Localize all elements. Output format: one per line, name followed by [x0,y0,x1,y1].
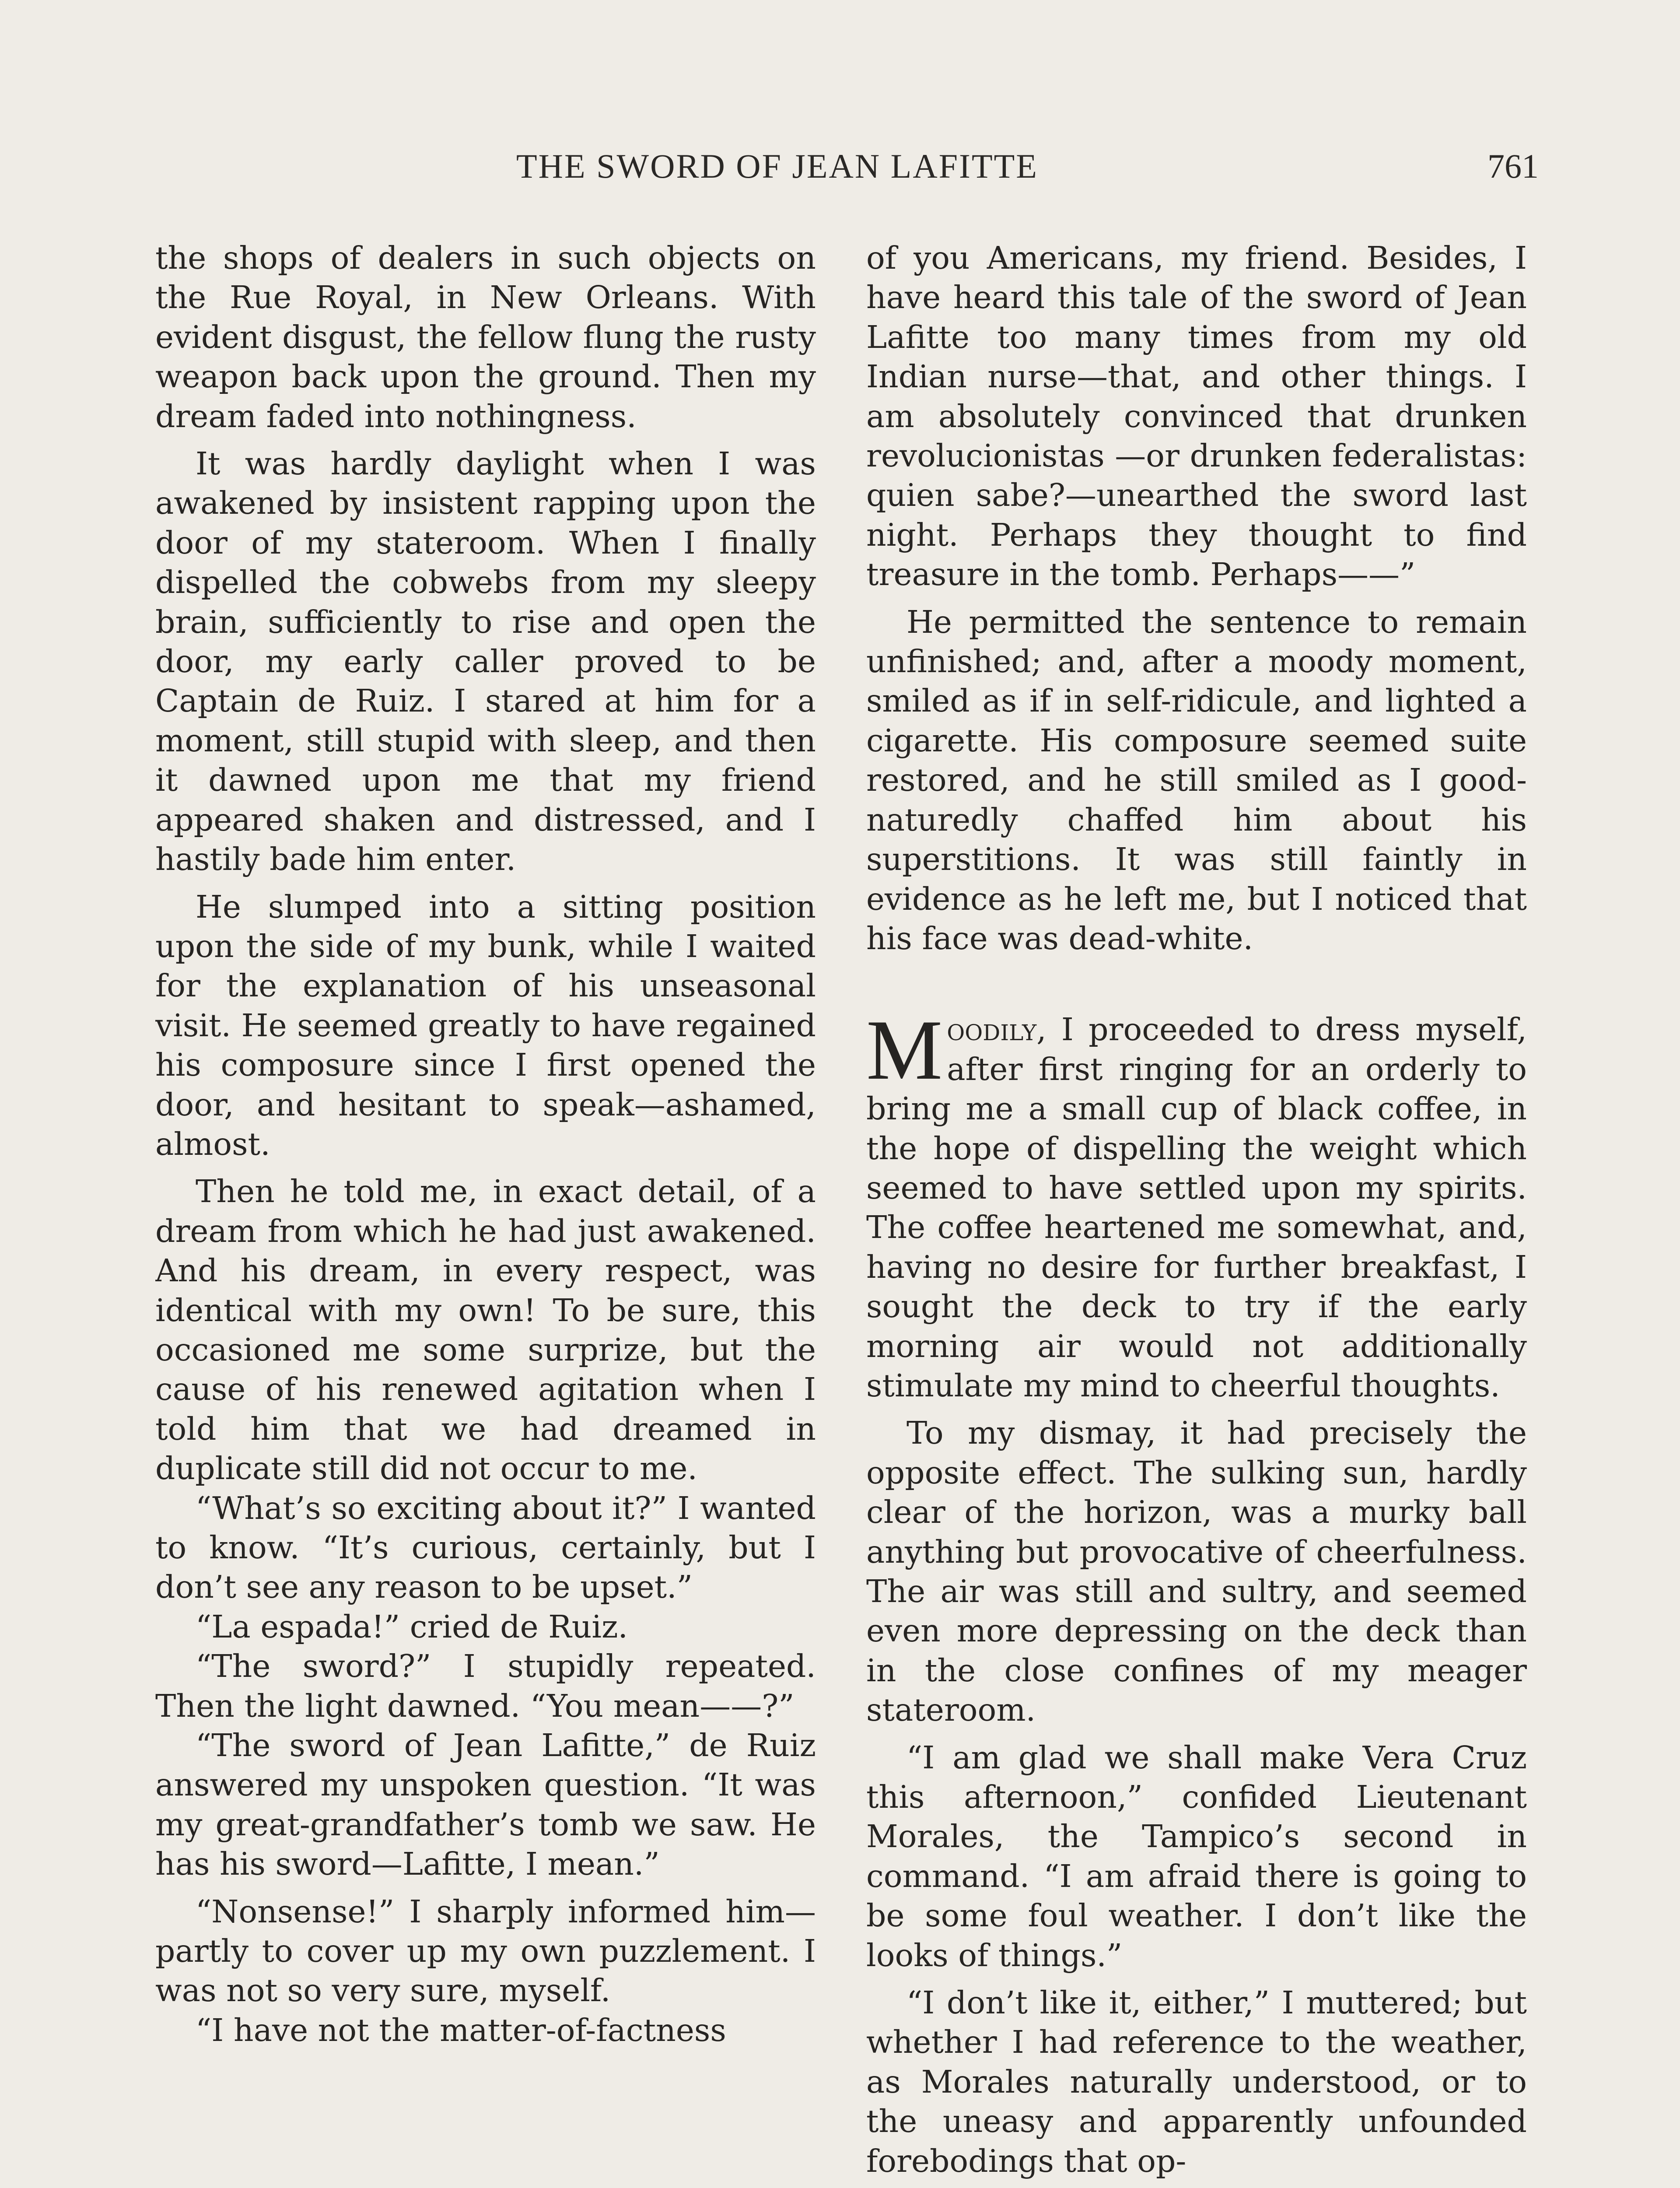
left-paragraph-6: “La espada!” cried de Ruiz. [196,1608,628,1645]
left-paragraph-2: It was hardly daylight when I was awakened by insistent rapping upon the door of my stateroom. When I finally dispelled the cobwebs from my sleepy brain, sufficiently to rise and open the door, my early caller proved to be Captain de Ruiz. I stared at him for a moment, still stupid with sleep, and then it dawned upon me that my friend appeared shaken and distressed, and I hastily bade him enter. [155,445,816,878]
section-opening-text: , I proceeded to dress myself, after first ringing for an orderly to bring me a small cup of black coffee, in the hope of dispelling the weight which seemed to have settled upon my spirits. The coffee heartened me somewhat, and, having no desire for further breakfast, I sought the deck to try if the early morning air would not additionally stimulate my mind to cheerful thoughts. [866,1011,1527,1404]
left-paragraph-9: “Nonsense!” I sharply informed him—partly to cover up my own puzzlement. I was not so very sure, myself. [155,1893,816,2009]
right-paragraph-2: He permitted the sentence to remain unfinished; and, after a moody moment, smiled as if in self-ridicule, and lighted a cigarette. His composure seemed suite restored, and he still smiled as I good-naturedly chaffed him about his superstitions. It was still faintly in evidence as he left me, but I noticed that his face was dead-white. [866,603,1527,957]
right-paragraph-4: To my dismay, it had precisely the opposite effect. The sulking sun, hardly clear of the horizon, was a murky ball anything but provocative of cheerfulness. The air was still and sultry, and seemed even more depressing on the deck than in the close confines of my meager stateroom. [866,1415,1527,1729]
small-caps-lead: oodily [947,1011,1037,1048]
right-paragraph-5: “I am glad we shall make Vera Cruz this afternoon,” confided Lieutenant Morales, the Tampico’s second in command. “I am afraid there is going to be some foul weather. I don’t like the looks of things.” [866,1739,1527,1974]
left-paragraph-3: He slumped into a sitting position upon the side of my bunk, while I waited for the explanation of his unseasonal visit. He seemed greatly to have regained his composure since I first opened the door, and hesitant to speak—ashamed, almost. [155,888,816,1162]
page-number: 761 [1488,147,1539,185]
right-paragraph-1: of you Americans, my friend. Besides, I have heard this tale of the sword of Jean Lafitte too many times from my old Indian nurse—that, and other things. I am absolutely convinced that drunken revolucionistas —or drunken federalistas: quien sabe?—unearthed the sword last night. Perhaps they thought to find treasure in the tomb. Perhaps——” [866,240,1527,593]
section-opening-paragraph [866,1003,1527,1406]
left-paragraph-4: Then he told me, in exact detail, of a dream from which he had just awakened. And his dream, in every respect, was identical with my own! To be sure, this occasioned me some surprize, but the cause of his renewed agitation when I told him that we had dreamed in duplicate still did not occur to me. [155,1173,816,1487]
drop-cap-letter: M [866,1003,943,1098]
left-paragraph-5: “What’s so exciting about it?” I wanted to know. “It’s curious, certainly, but I don’t see any reason to be upset.” [155,1490,816,1606]
right-paragraph-6: “I don’t like it, either,” I muttered; but whether I had reference to the weather, as Morales naturally understood, or to the uneasy and apparently unfounded forebodings that op- [866,1985,1527,2179]
running-head-title: THE SWORD OF JEAN LAFITTE [516,147,1038,185]
left-paragraph-7: “The sword?” I stupidly repeated. Then the light dawned. “You mean——?” [155,1648,816,1724]
left-paragraph-10: “I have not the matter-of-factness [196,2012,726,2048]
left-paragraph-8: “The sword of Jean Lafitte,” de Ruiz answered my unspoken question. “It was my great-grandfather’s tomb we saw. He has his sword—Lafitte, I mean.” [155,1727,816,1883]
left-paragraph-1: the shops of dealers in such objects on the Rue Royal, in New Orleans. With evident disgust, the fellow flung the rusty weapon back upon the ground. Then my dream faded into nothingness. [155,240,816,435]
left-column [155,238,816,2188]
right-column [866,238,1527,2188]
